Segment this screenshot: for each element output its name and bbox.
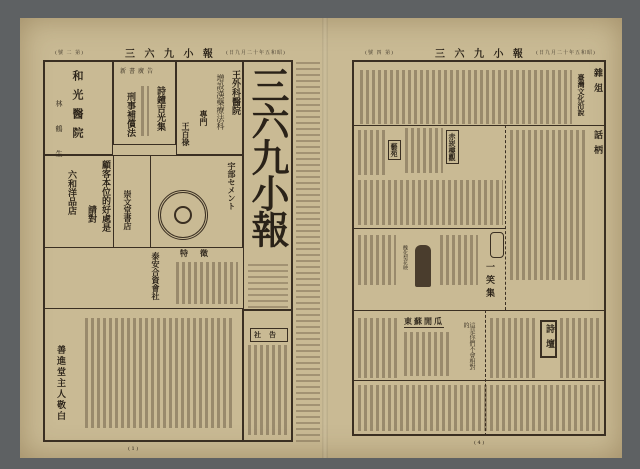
dongsu-subtitle: 這是你們不會相對的 bbox=[462, 322, 475, 370]
book-ad-title: 新書廣告 bbox=[120, 68, 157, 75]
right-issue-number: (號 四 第) bbox=[365, 50, 395, 56]
divider bbox=[352, 380, 606, 381]
signature: 善進堂主人敬白 bbox=[55, 345, 65, 422]
left-page-number: ( 1 ) bbox=[128, 446, 139, 452]
section-huabing: 話柄 bbox=[592, 130, 602, 160]
cement-logo bbox=[158, 190, 208, 240]
joke-icon bbox=[490, 232, 504, 258]
cartoon-illustration bbox=[415, 245, 431, 287]
divider bbox=[352, 310, 606, 311]
right-header-title: 三 六 九 小 報 bbox=[435, 49, 526, 60]
divider bbox=[352, 228, 505, 229]
joke-text bbox=[440, 235, 478, 285]
column-title: 赤崁樓觀 bbox=[446, 130, 459, 164]
right-page-number: ( 4 ) bbox=[474, 440, 485, 446]
section-zazu: 雜俎 bbox=[592, 68, 602, 98]
left-header-date: (日九月二十年五和昭) bbox=[226, 50, 286, 56]
shop-name: 六和洋品店 bbox=[66, 170, 76, 215]
shitan-text bbox=[560, 318, 600, 378]
book-shizhong: 詩鐘吉光集 bbox=[155, 86, 165, 131]
hospital-name: 和光醫院 bbox=[71, 70, 84, 146]
shop-slogan: 顧客本位的好處是 bbox=[100, 160, 110, 232]
clinic-doctor: 王百祿 bbox=[181, 122, 191, 146]
cement-feature-list bbox=[176, 262, 238, 304]
company-name: 泰安合資會社 bbox=[151, 252, 161, 300]
huabing-text bbox=[510, 130, 585, 280]
dongsu-text-2 bbox=[404, 332, 452, 376]
center-fold bbox=[322, 18, 328, 458]
cement-brand: 宇部セメント bbox=[227, 162, 237, 210]
shitan-text-2 bbox=[490, 318, 535, 378]
yiyuan-text-2 bbox=[405, 128, 443, 173]
section-shitan: 詩壇 bbox=[540, 320, 557, 358]
section-yiyuan: 藝苑 bbox=[388, 140, 401, 160]
shop-invite: 請對 bbox=[86, 205, 96, 223]
section-dongsu: 東蘇閒瓜 bbox=[404, 316, 444, 326]
book-ad-text bbox=[141, 86, 149, 136]
clinic-name: 王外科醫院 bbox=[230, 70, 240, 115]
bottom-articles bbox=[358, 385, 600, 431]
notice-title: 社告 bbox=[250, 328, 288, 342]
clinic-specialty: 專門 bbox=[199, 110, 209, 126]
dongsu-text bbox=[358, 318, 400, 378]
cement-features: 特徵 bbox=[180, 248, 220, 258]
section-joke: 一笑集 bbox=[484, 262, 494, 301]
illustration-caption: 醜化梨花映 bbox=[402, 245, 408, 270]
left-header-title: 三 六 九 小 報 bbox=[125, 49, 216, 60]
article-text bbox=[358, 180, 503, 225]
zazu-article bbox=[360, 70, 572, 124]
left-issue-number: (號 二 第) bbox=[55, 50, 85, 56]
hospital-doctor: 林 鶴 生 bbox=[55, 100, 63, 162]
masthead: 三六九小報 bbox=[245, 66, 290, 246]
yiyuan-text bbox=[358, 130, 386, 175]
announcement-text bbox=[85, 318, 235, 428]
bookstore-name: 崇文堂書店 bbox=[123, 190, 133, 230]
notice-text bbox=[248, 345, 288, 435]
book-criminal: 刑事補償法 bbox=[125, 92, 135, 137]
listings-column bbox=[296, 62, 320, 442]
divider bbox=[505, 125, 506, 310]
zazu-headline: 臺灣文化沿說 bbox=[577, 74, 586, 116]
right-header-date: (日九月二十年五和昭) bbox=[536, 50, 596, 56]
clinic-services: 增設漢藥療法科 bbox=[216, 74, 225, 130]
masthead-info bbox=[248, 260, 288, 308]
joke-text-2 bbox=[358, 235, 396, 285]
cement-logo-inner bbox=[174, 206, 192, 224]
divider bbox=[352, 125, 606, 126]
